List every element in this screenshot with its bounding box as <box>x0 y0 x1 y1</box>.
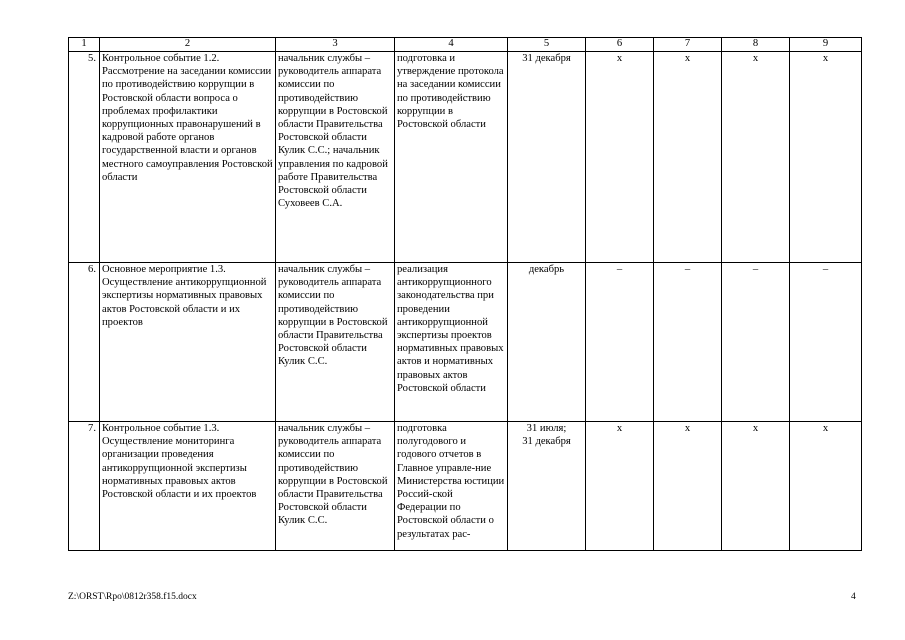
table-row <box>69 422 862 551</box>
column-number-row <box>69 38 862 52</box>
column-number: 8 <box>722 38 790 52</box>
column-number: 2 <box>100 38 276 52</box>
program-table <box>68 37 862 551</box>
responsible-cell: начальник службы – руководитель аппарата комиссии по противодействию коррупции в Ростовской области Правительства Ростовской области Кулик С.С. <box>276 263 395 422</box>
row-number: 5. <box>69 52 100 263</box>
mark-cell: х <box>654 52 722 263</box>
column-number: 6 <box>586 38 654 52</box>
mark-cell: – <box>586 263 654 422</box>
page-number: 4 <box>851 592 856 602</box>
file-path: Z:\ORST\Rpo\0812r358.f15.docx <box>68 592 197 602</box>
event-cell: Контрольное событие 1.3. Осуществление мониторинга организации проведения антикоррупционной экспертизы нормативных правовых актов Ростовской области и их проектов <box>100 422 276 551</box>
mark-cell: х <box>586 52 654 263</box>
column-number: 1 <box>69 38 100 52</box>
event-cell: Контрольное событие 1.2. Рассмотрение на заседании комиссии по противодействию коррупции в Ростовской области вопроса о проблемах профилактики коррупционных правонарушений в кадровой работе органов государственной власти и органов местного самоуправления Ростовской области <box>100 52 276 263</box>
mark-cell: х <box>790 52 862 263</box>
event-cell: Основное мероприятие 1.3. Осуществление антикоррупционной экспертизы нормативных правовых актов Ростовской области и их проектов <box>100 263 276 422</box>
responsible-cell: начальник службы – руководитель аппарата комиссии по противодействию коррупции в Ростовской области Правительства Ростовской области Кулик С.С.; начальник управления по кадровой работе Правительства Ростовской области Суховеев С.А. <box>276 52 395 263</box>
column-number: 4 <box>395 38 508 52</box>
column-number: 3 <box>276 38 395 52</box>
column-number: 9 <box>790 38 862 52</box>
row-number: 6. <box>69 263 100 422</box>
mark-cell: – <box>654 263 722 422</box>
table-row <box>69 52 862 263</box>
row-number: 7. <box>69 422 100 551</box>
mark-cell: х <box>722 52 790 263</box>
mark-cell: – <box>790 263 862 422</box>
mark-cell: х <box>586 422 654 551</box>
result-cell: реализация антикоррупционного законодательства при проведении антикоррупционной экспертизы проектов нормативных правовых актов и нормативных правовых актов Ростовской области <box>395 263 508 422</box>
table-row <box>69 263 862 422</box>
mark-cell: х <box>790 422 862 551</box>
deadline-cell: 31 июля; 31 декабря <box>508 422 586 551</box>
result-cell: подготовка полугодового и годового отчетов в Главное управле-ние Министерства юстиции Россий-ской Федерации по Ростовской области о результатах рас- <box>395 422 508 551</box>
deadline-cell: декабрь <box>508 263 586 422</box>
column-number: 7 <box>654 38 722 52</box>
mark-cell: х <box>654 422 722 551</box>
mark-cell: – <box>722 263 790 422</box>
responsible-cell: начальник службы – руководитель аппарата комиссии по противодействию коррупции в Ростовской области Правительства Ростовской области Кулик С.С. <box>276 422 395 551</box>
result-cell: подготовка и утверждение протокола на заседании комиссии по противодействию коррупции в Ростовской области <box>395 52 508 263</box>
column-number: 5 <box>508 38 586 52</box>
deadline-cell: 31 декабря <box>508 52 586 263</box>
mark-cell: х <box>722 422 790 551</box>
